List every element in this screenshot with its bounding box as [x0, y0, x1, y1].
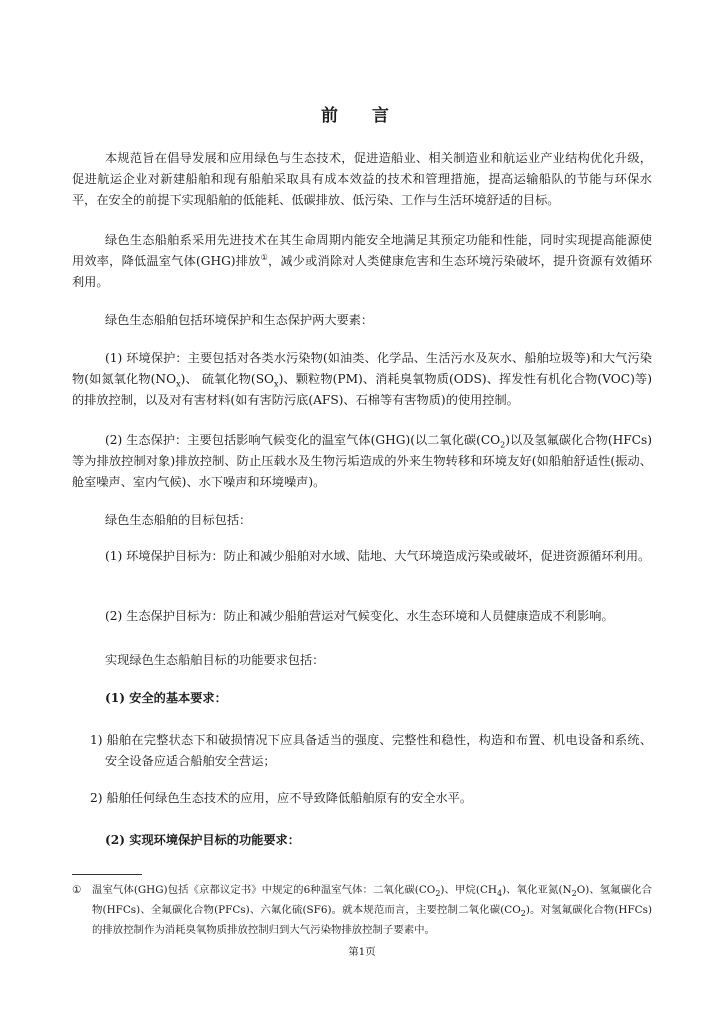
env-sub-x2: x	[274, 379, 279, 389]
definition-paragraph	[72, 230, 652, 293]
footnote-divider	[72, 874, 142, 875]
safety-1-text: 船舶在完整状态下和破损情况下应具备适当的强度、完整性和稳性，构造和布置、机电设备和系统、安全设备应适合船舶安全营运；	[105, 733, 653, 768]
safety-1-number: 1)	[90, 733, 103, 747]
page-title: 前 言	[321, 106, 403, 126]
eco-text-a: (2) 生态保护：主要包括影响气候变化的温室气体(GHG)(以二氧化碳(CO	[105, 433, 501, 447]
footnote-text-d: O)、氢氟碳化合物(HFCs)、全氟碳化合物(PFCs)、六氟化硫(SF6)。就本规范而言，主要控制二氧化碳(CO	[92, 884, 653, 916]
footnote-text-a: 温室气体(GHG)包括《京都议定书》中规定的6种温室气体：二氧化碳(CO	[92, 884, 436, 896]
definition-text-a: 绿色生态船舶系采用先进技术在其生命周期内能安全地满足其预定功能和性能，同时实现提高能源使用效率，降低温室气体(GHG)排放	[72, 233, 652, 268]
safety-2-text: 船舶任何绿色生态技术的应用，应不导致降低船舶原有的安全水平。	[106, 791, 473, 805]
footnote-text-b: )、甲烷(CH	[440, 884, 497, 896]
safety-heading: (1) 安全的基本要求：	[105, 691, 227, 705]
definition-text-b: ，减少或消除对人类健康危害和生态环境污染破坏，提升资源有效循环利用。	[72, 254, 653, 289]
page-number: 第1页	[348, 946, 376, 958]
footnote-mark: ①	[72, 884, 82, 896]
env-text-c: )、颗粒物(PM)、消耗臭氧物质(ODS)、挥发性有机化合物(VOC)等)的排放控制，以及对有害材料(如有害防污底(AFS)、石棉等有害物质)的使用控制。	[72, 372, 653, 407]
safety-requirement-1	[72, 730, 652, 772]
safety-2-number: 2)	[90, 791, 103, 805]
intro-paragraph: 本规范旨在倡导发展和应用绿色与生态技术，促进造船业、相关制造业和航运业产业结构优化升级，促进航运企业对新建船舶和现有船舶采取具有成本效益的技术和管理措施，提高运输船队的节能与环保水平，在安全的前提下实现船舶的低能耗、低碳排放、低污染、工作与生活环境舒适的目标。	[72, 151, 652, 207]
elements-intro: 绿色生态船舶包括环境保护和生态保护两大要素：	[105, 313, 374, 327]
footnote-sub-b: 4	[496, 889, 503, 899]
footnote	[72, 880, 652, 940]
goals-intro: 绿色生态船舶的目标包括：	[105, 513, 252, 527]
env-text-a: (1) 环境保护：主要包括对各类水污染物(如油类、化学品、生活污水及灰水、船舶垃圾等)和大气污染物(如氮氧化物(NO	[72, 351, 652, 386]
goal-ecology: (2) 生态保护目标为：防止和减少船舶营运对气候变化、水生态环境和人员健康造成不利影响。	[105, 609, 614, 623]
footnote-text-c: )、氧化亚氮(N	[502, 884, 572, 896]
footnote-sub-d: 2	[520, 909, 526, 919]
footnote-sub-a: 2	[435, 889, 441, 899]
ecology-protection-item	[72, 430, 652, 493]
env-text-b: )、 硫氧化物(SO	[180, 372, 275, 386]
footnote-sub-c: 2	[571, 889, 577, 899]
eco-text-b: )以及氢氟碳化合物(HFCs)等为排放控制对象)排放控制、防止压载水及生物污垢造成的外来生物转移和环境友好(如船舶舒适性(振动、舱室噪声、室内气候)、水下噪声和环境噪声)。	[72, 433, 652, 489]
footnote-text-e: )。对氢氟碳化合物(HFCs)的排放控制作为消耗臭氧物质排放控制归到大气污染物排放控制子要素中。	[92, 904, 652, 936]
eco-sub-2: 2	[500, 440, 506, 450]
environment-protection-item	[72, 348, 652, 411]
safety-requirement-2	[72, 788, 652, 809]
env-sub-x1: x	[176, 379, 181, 389]
goal-environment: (1) 环境保护目标为：防止和减少船舶对水域、陆地、大气环境造成污染或破坏，促进资源循环利用。	[105, 549, 651, 563]
functional-requirements-intro: 实现绿色生态船舶目标的功能要求包括：	[105, 653, 325, 667]
footnote-reference: ①	[260, 252, 268, 262]
environment-requirements-heading: (2) 实现环境保护目标的功能要求：	[105, 833, 300, 847]
